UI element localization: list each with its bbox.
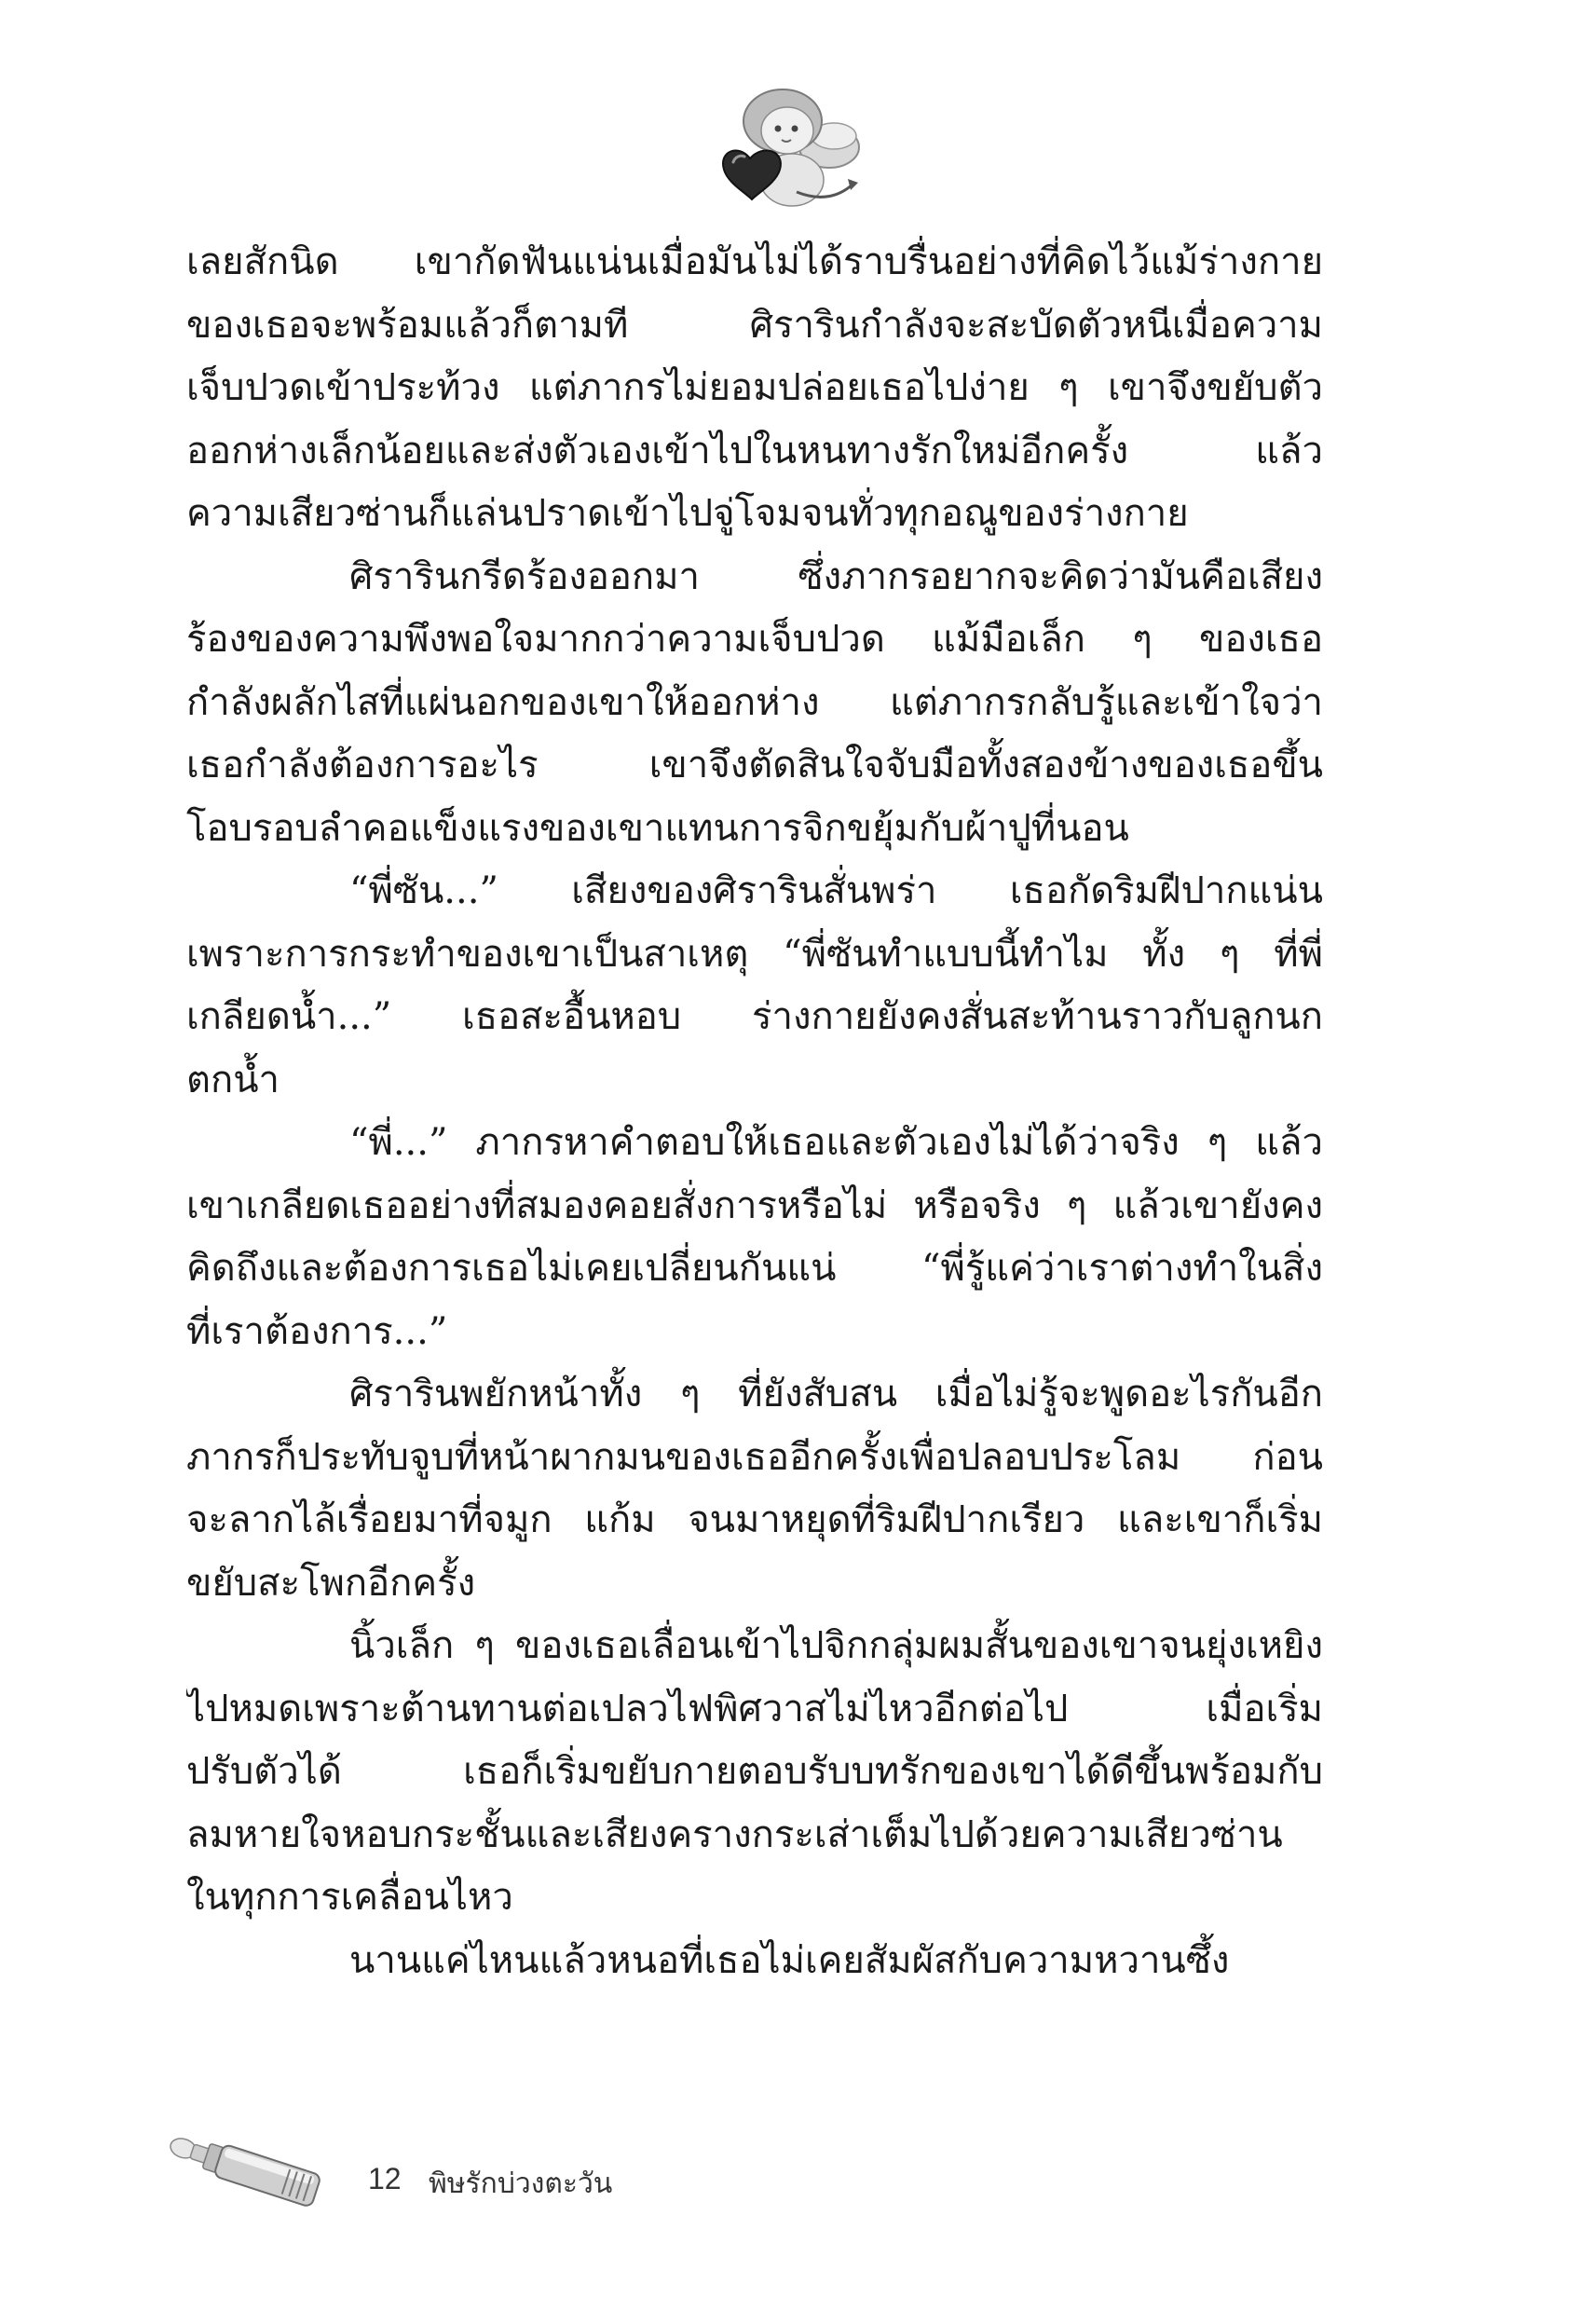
text-line: นิ้วเล็ก ๆ ของเธอเลื่อนเข้าไปจิกกลุ่มผมสั้นของเขาจนยุ่งเหยิง [349, 1624, 1323, 1667]
text-line: นานแค่ไหนแล้วหนอที่เธอไม่เคยสัมผัสกับความหวานซึ้ง [349, 1938, 1230, 1982]
text-line: เลยสักนิด เขากัดฟันแน่นเมื่อมันไม่ได้ราบรื่นอย่างที่คิดไว้แม้ร่างกาย [186, 240, 1323, 283]
text-line: “พี่...” ภากรหาคำตอบให้เธอและตัวเองไม่ได้ว่าจริง ๆ แล้ว [349, 1121, 1323, 1164]
text-line: “พี่ซัน...” เสียงของศิรารินสั่นพร่า เธอกัดริมฝีปากแน่น [349, 869, 1323, 912]
text-line: จะลากไล้เรื่อยมาที่จมูก แก้ม จนมาหยุดที่ริมฝีปากเรียว และเขาก็เริ่ม [186, 1498, 1323, 1541]
text-line: ออกห่างเล็กน้อยและส่งตัวเองเข้าไปในหนทางรักใหม่อีกครั้ง แล้ว [186, 429, 1323, 472]
text-line: ปรับตัวได้ เธอก็เริ่มขยับกายตอบรับบทรักของเขาได้ดีขึ้นพร้อมกับ [186, 1750, 1323, 1793]
text-line: ศิรารินกรีดร้องออกมา ซึ่งภากรอยากจะคิดว่ามันคือเสียง [349, 554, 1323, 598]
text-line: เพราะการกระทำของเขาเป็นสาเหตุ “พี่ซันทำแบบนี้ทำไม ทั้ง ๆ ที่พี่ [186, 932, 1323, 976]
text-line: ศิรารินพยักหน้าทั้ง ๆ ที่ยังสับสน เมื่อไม่รู้จะพูดอะไรกันอีก [349, 1373, 1323, 1415]
text-line: ไปหมดเพราะต้านทานต่อเปลวไฟพิศวาสไม่ไหวอีกต่อไป เมื่อเริ่ม [186, 1687, 1323, 1730]
page-footer [158, 2134, 717, 2236]
text-line: ที่เราต้องการ...” [186, 1309, 448, 1353]
book-title: พิษรักบ่วงตะวัน [429, 2167, 613, 2200]
body-text [186, 231, 1323, 1992]
text-line: โอบรอบลำคอแข็งแรงของเขาแทนการจิกขยุ้มกับผ้าปูที่นอน [186, 806, 1129, 850]
text-line: ในทุกการเคลื่อนไหว [186, 1876, 513, 1919]
text-line: ภากรก็ประทับจูบที่หน้าผากมนของเธออีกครั้งเพื่อปลอบประโลม ก่อน [186, 1435, 1323, 1479]
text-line: ตกน้ำ [186, 1058, 280, 1101]
page-number: 12 [368, 2162, 402, 2195]
text-line: ลมหายใจหอบกระชั้นและเสียงครางกระเส่าเต็มไปด้วยความเสียวซ่าน [186, 1812, 1283, 1856]
text-line: เธอกำลังต้องการอะไร เขาจึงตัดสินใจจับมือทั้งสองข้างของเธอขึ้น [186, 744, 1323, 786]
text-line: เจ็บปวดเข้าประท้วง แต่ภากรไม่ยอมปล่อยเธอไปง่าย ๆ เขาจึงขยับตัว [186, 366, 1323, 409]
text-line: ร้องของความพึงพอใจมากกว่าความเจ็บปวด แม้มือเล็ก ๆ ของเธอ [186, 618, 1323, 661]
baby-bottle-icon [158, 2134, 345, 2236]
text-line: กำลังผลักไสที่แผ่นอกของเขาให้ออกห่าง แต่ภากรกลับรู้และเข้าใจว่า [186, 680, 1323, 724]
text-line: เขาเกลียดเธออย่างที่สมองคอยสั่งการหรือไม่ หรือจริง ๆ แล้วเขายังคง [186, 1183, 1323, 1227]
text-line: ความเสียวซ่านก็แล่นปราดเข้าไปจู่โจมจนทั่วทุกอณูของร่างกาย [186, 492, 1189, 535]
text-line: เกลียดน้ำ...” เธอสะอื้นหอบ ร่างกายยังคงสั่นสะท้านราวกับลูกนก [186, 995, 1323, 1038]
cherub-with-heart-icon [703, 82, 866, 212]
text-line: ของเธอจะพร้อมแล้วก็ตามที ศิรารินกำลังจะสะบัดตัวหนีเมื่อความ [186, 303, 1323, 347]
text-line: คิดถึงและต้องการเธอไม่เคยเปลี่ยนกันแน่ “พี่รู้แค่ว่าเราต่างทำในสิ่ง [186, 1247, 1323, 1290]
text-line: ขยับสะโพกอีกครั้ง [186, 1561, 476, 1605]
